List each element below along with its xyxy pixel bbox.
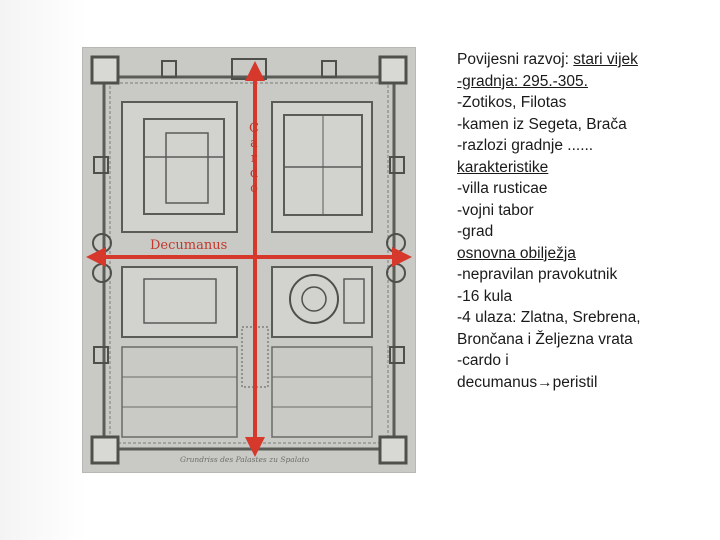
features-block (457, 243, 712, 394)
cardo-letter: r (250, 151, 258, 166)
cardo-label (247, 121, 261, 196)
cardo-letter: d (249, 166, 259, 181)
cardo-letter: a (250, 136, 258, 151)
cardo-letter: C (249, 121, 259, 136)
title-link[interactable]: stari vijek (573, 51, 638, 68)
list-item: -kamen iz Segeta, Brača (457, 115, 627, 133)
list-item: -Zotikos, Filotas (457, 94, 567, 111)
block-heading: osnovna obilježja (457, 244, 576, 262)
construction-block (457, 71, 712, 157)
list-item: -4 ulaza: Zlatna, Srebrena, (457, 309, 641, 326)
block-heading: karakteristike (457, 158, 549, 176)
list-item: -razlozi gradnje ...... (457, 137, 594, 154)
list-item: -nepravilan pravokutnik (457, 266, 618, 283)
list-item: -villa rusticae (457, 180, 548, 197)
title-prefix: Povijesni razvoj: (457, 51, 574, 68)
list-item: -vojni tabor (457, 201, 534, 219)
plan-caption: Grundriss des Palastes zu Spalato (180, 455, 310, 464)
list-item: -16 kula (457, 287, 513, 305)
decumanus-arrow (86, 247, 412, 267)
text-panel (457, 49, 712, 393)
list-item: -cardo i (457, 352, 509, 369)
slide-title (457, 49, 712, 71)
cardo-letter: o (250, 181, 258, 196)
palace-plan-image (82, 47, 416, 473)
list-item: Brončana i Željezna vrata (457, 330, 633, 348)
palace-plan-drawing (82, 47, 416, 473)
block-heading: -gradnja: 295.-305. (457, 72, 588, 90)
decumanus-label: Decumanus (150, 238, 228, 253)
list-item: -grad (457, 223, 494, 240)
characteristics-block (457, 157, 712, 243)
list-item: decumanus→peristil (457, 373, 598, 391)
